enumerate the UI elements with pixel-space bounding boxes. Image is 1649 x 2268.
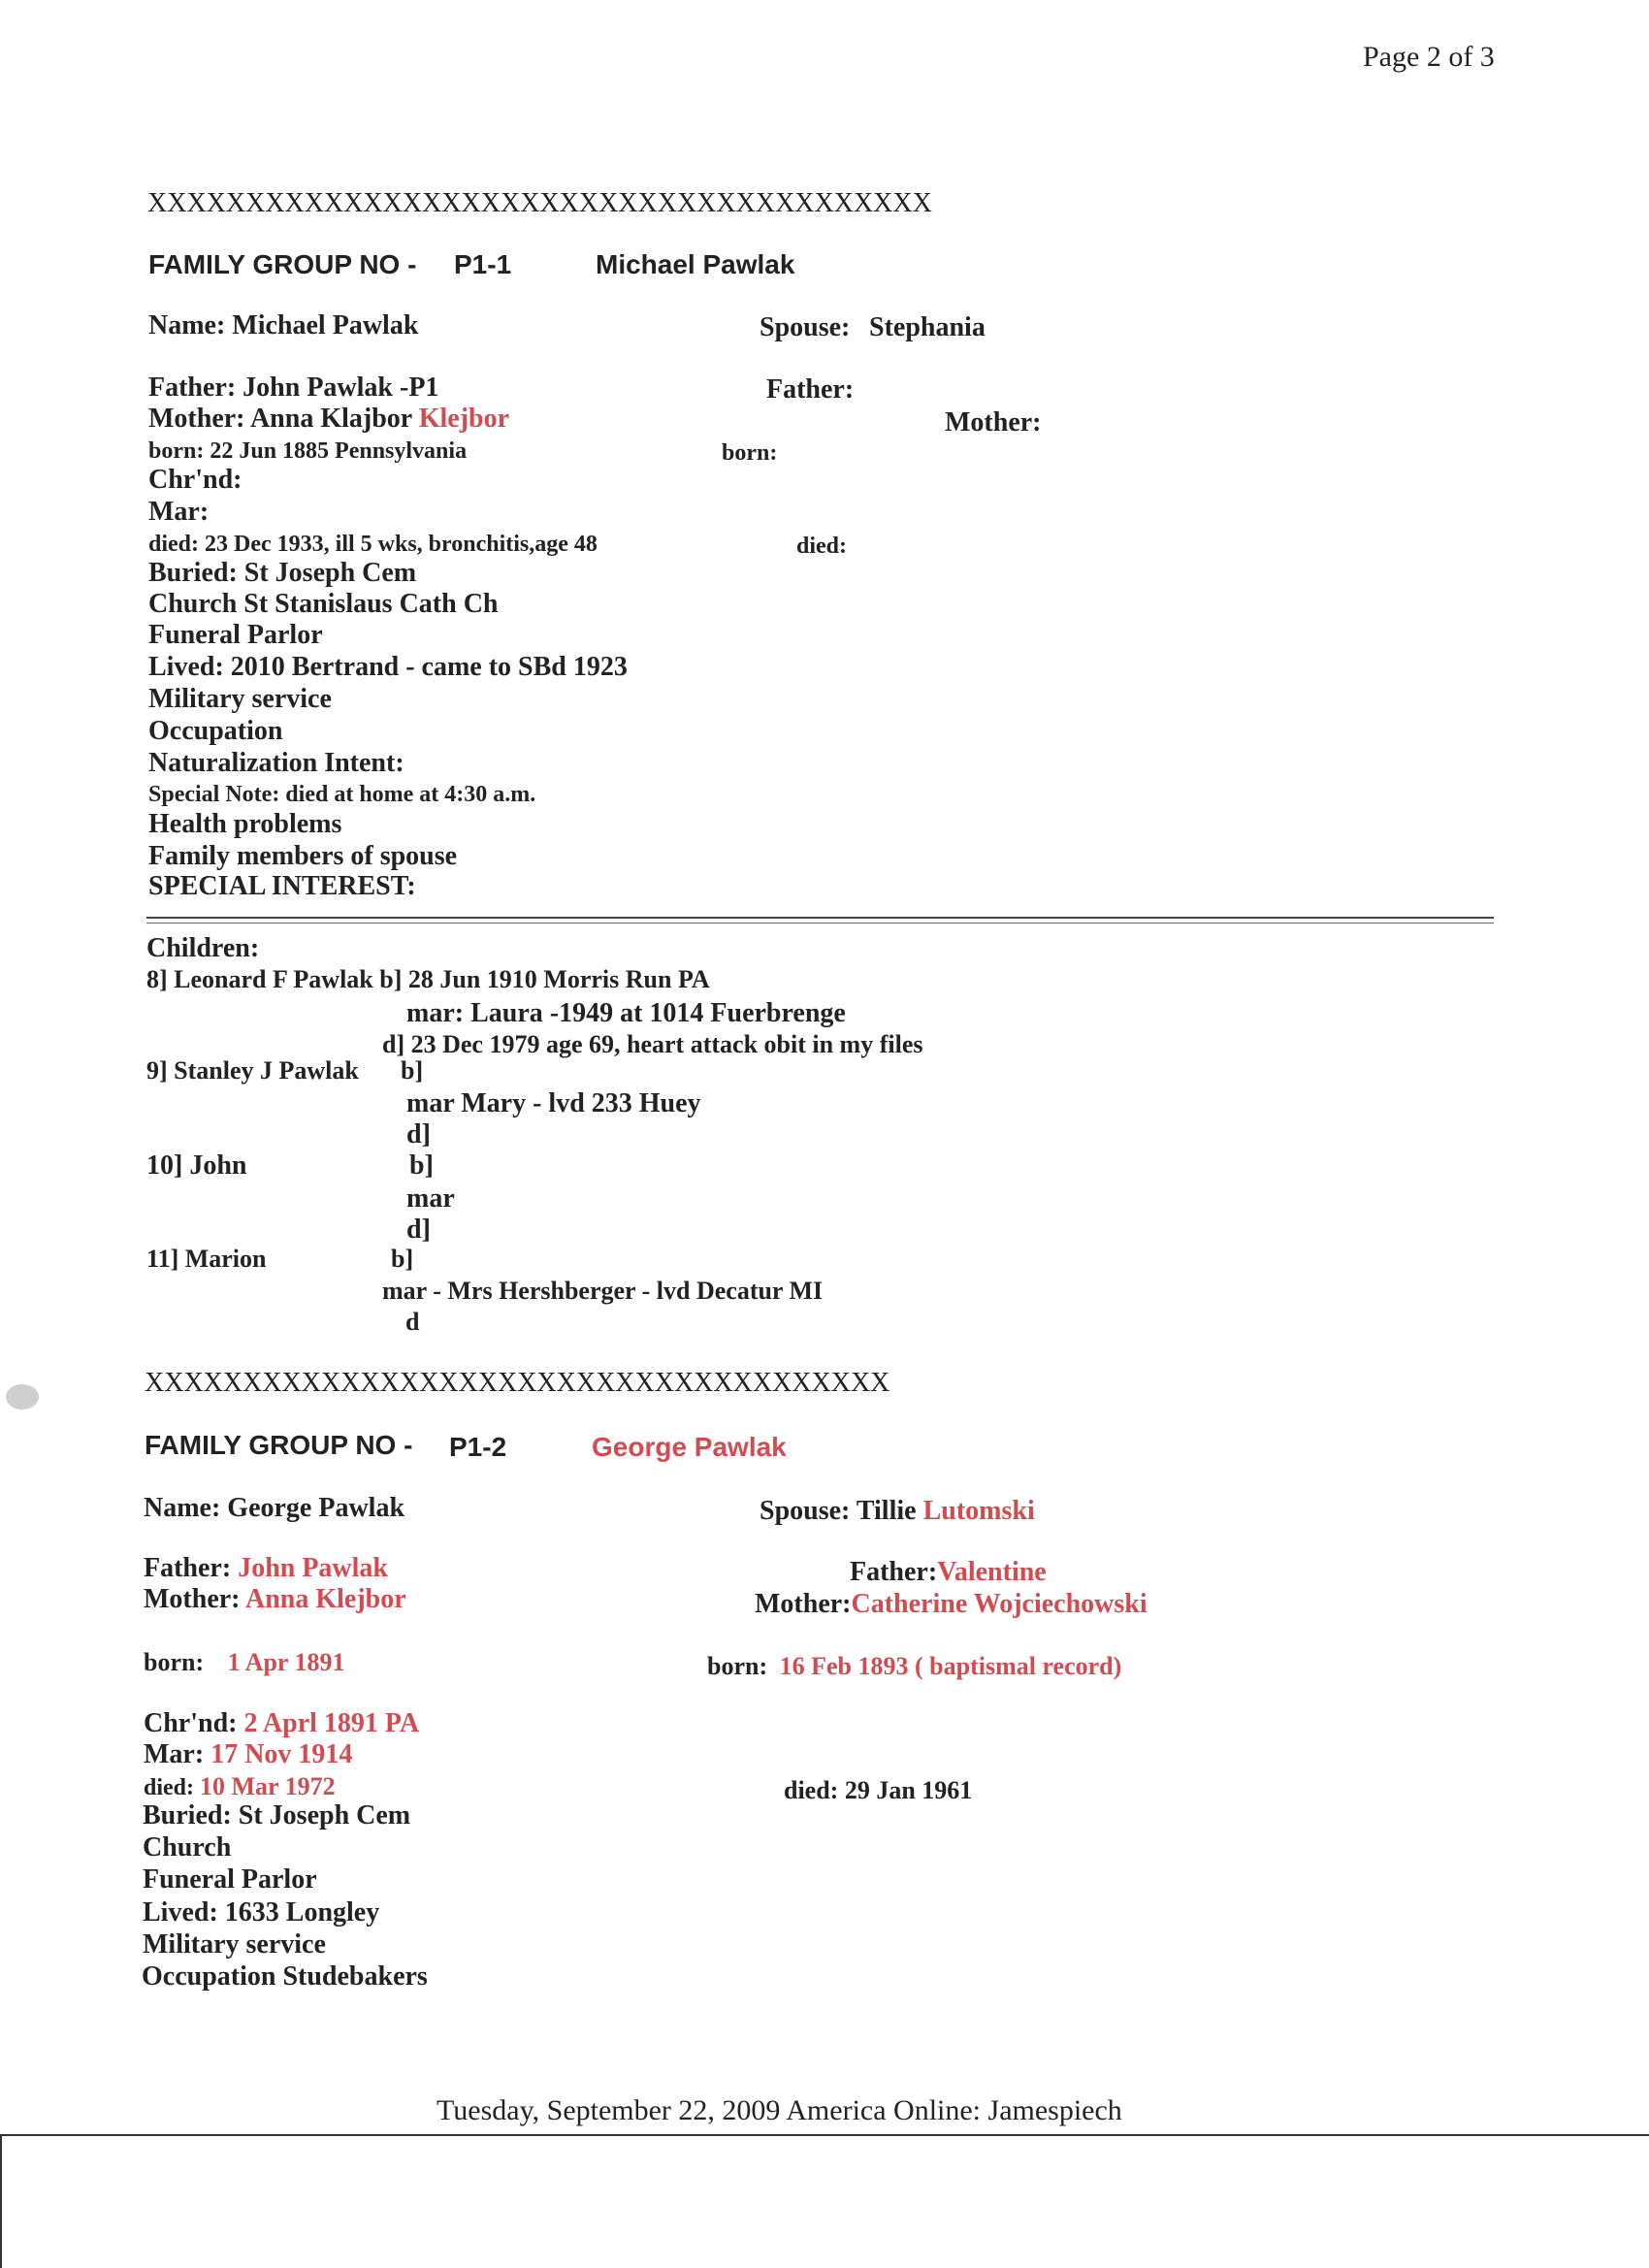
group2-lived: Lived: 1633 Longley	[143, 1897, 380, 1928]
group2-mother-label: Mother:	[144, 1584, 241, 1614]
page-bottom-edge	[0, 2134, 1649, 2136]
group2-spouse-father-label: Father:	[850, 1557, 938, 1587]
group1-spouse-label: Spouse:	[760, 312, 851, 342]
group2-military: Military service	[143, 1929, 326, 1960]
group1-heading-id: P1-1	[454, 249, 512, 279]
group2-spouse-born-value: 16 Feb 1893 ( baptismal record)	[779, 1652, 1122, 1680]
group2-chrnd	[144, 1710, 419, 1737]
group2-spouse-died: died: 29 Jan 1961	[784, 1776, 973, 1804]
group1-special-note: Special Note: died at home at 4:30 a.m.	[148, 782, 536, 807]
group1-mother-label: Mother: Anna Klajbor	[148, 404, 412, 434]
group2-born-value: 1 Apr 1891	[227, 1648, 345, 1676]
group2-father-label: Father:	[144, 1553, 232, 1583]
group2-spouse-father-value: Valentine	[937, 1557, 1047, 1587]
child-8-died: d] 23 Dec 1979 age 69, heart attack obit in my files	[382, 1030, 923, 1058]
group1-occupation: Occupation	[148, 716, 283, 746]
separator-2: XXXXXXXXXXXXXXXXXXXXXXXXXXXXXXXXXXXXXX	[145, 1368, 890, 1398]
separator-1: XXXXXXXXXXXXXXXXXXXXXXXXXXXXXXXXXXXXXXXX	[147, 188, 932, 218]
group1-mother-correction: Klejbor	[418, 404, 510, 434]
group2-chrnd-label: Chr'nd:	[144, 1708, 238, 1738]
group2-spouse-mother-label: Mother:	[755, 1589, 852, 1619]
child-11-lead: 11] Marion	[146, 1245, 267, 1273]
child-10-died: d]	[406, 1215, 431, 1245]
child-8-mar: mar: Laura -1949 at 1014 Fuerbrenge	[406, 998, 846, 1028]
group2-born-label: born:	[144, 1648, 205, 1676]
group1-church: Church St Stanislaus Cath Ch	[148, 589, 499, 619]
group2-occupation: Occupation Studebakers	[142, 1961, 428, 1992]
group2-died	[144, 1774, 336, 1799]
group2-heading-id: P1-2	[449, 1432, 507, 1462]
group2-spouse	[760, 1498, 1035, 1525]
divider-rule-top	[146, 917, 1494, 919]
child-11-mar: mar - Mrs Hershberger - lvd Decatur MI	[382, 1277, 824, 1305]
group2-heading-name: George Pawlak	[592, 1432, 787, 1462]
child-8-lead: 8] Leonard F Pawlak b] 28 Jun 1910 Morris Run PA	[146, 965, 710, 993]
group1-died: died: 23 Dec 1933, ill 5 wks, bronchitis,age 48	[148, 532, 598, 557]
group1-name: Name: Michael Pawlak	[148, 310, 419, 340]
group1-military: Military service	[148, 684, 332, 714]
group2-buried: Buried: St Joseph Cem	[143, 1800, 411, 1831]
group2-chrnd-value: 2 Aprl 1891 PA	[243, 1708, 420, 1738]
group1-spouse-name: Stephania	[869, 312, 986, 342]
group1-father: Father: John Pawlak -P1	[148, 373, 439, 403]
group2-spouse-father	[850, 1559, 1047, 1586]
group2-funeral: Funeral Parlor	[143, 1864, 317, 1895]
group2-father	[144, 1555, 388, 1582]
group1-spouse-mother: Mother:	[945, 407, 1042, 437]
group2-spouse-surname: Lutomski	[922, 1496, 1035, 1526]
child-9-lead: 9] Stanley J Pawlak	[146, 1056, 359, 1085]
group1-funeral: Funeral Parlor	[148, 620, 323, 650]
group1-chrnd: Chr'nd:	[148, 465, 242, 495]
group1-buried: Buried: St Joseph Cem	[148, 558, 417, 588]
group2-died-value: 10 Mar 1972	[200, 1772, 336, 1800]
children-label: Children:	[146, 933, 260, 963]
group1-spouse-died: died:	[796, 534, 848, 559]
child-9-born: b]	[401, 1056, 424, 1085]
group1-health: Health problems	[148, 809, 342, 839]
group2-mar	[144, 1741, 352, 1768]
footer-text: Tuesday, September 22, 2009 America Online: Jamespiech	[436, 2094, 1122, 2126]
group1-family-spouse: Family members of spouse	[148, 841, 458, 871]
group2-name: Name: George Pawlak	[144, 1493, 405, 1523]
group1-heading-name: Michael Pawlak	[596, 249, 795, 279]
child-10-born: b]	[409, 1150, 434, 1181]
group2-mother	[144, 1586, 406, 1613]
group2-spouse-label: Spouse: Tillie	[760, 1496, 917, 1526]
child-11-died: d	[405, 1308, 420, 1336]
group2-mar-value: 17 Nov 1914	[210, 1739, 353, 1769]
page-left-edge	[0, 2134, 2, 2268]
child-10-lead: 10] John	[146, 1150, 247, 1181]
group1-spouse-father: Father:	[766, 374, 855, 405]
group2-spouse-born-label: born:	[707, 1652, 768, 1680]
group2-church: Church	[143, 1832, 232, 1863]
group2-mother-value: Anna Klejbor	[244, 1584, 406, 1614]
child-10-mar: mar	[406, 1183, 455, 1214]
page-number: Page 2 of 3	[1363, 41, 1495, 73]
group2-heading-label: FAMILY GROUP NO -	[145, 1430, 413, 1460]
group1-born: born: 22 Jun 1885 Pennsylvania	[148, 438, 468, 464]
group1-special-interest: SPECIAL INTEREST:	[148, 871, 416, 901]
group2-spouse-born	[707, 1654, 1121, 1679]
scan-smudge	[6, 1384, 39, 1409]
group1-mother	[148, 405, 509, 433]
group1-lived: Lived: 2010 Bertrand - came to SBd 1923	[148, 652, 628, 682]
group2-spouse-mother-value: Catherine Wojciechowski	[851, 1589, 1148, 1619]
group2-spouse-mother	[755, 1591, 1148, 1618]
group2-died-label: died:	[144, 1775, 195, 1800]
child-9-died: d]	[406, 1119, 431, 1150]
child-9-mar: mar Mary - lvd 233 Huey	[406, 1088, 701, 1118]
group2-mar-label: Mar:	[144, 1739, 205, 1769]
group2-born	[144, 1650, 345, 1675]
group1-heading-label: FAMILY GROUP NO -	[148, 249, 417, 279]
group1-naturalization: Naturalization Intent:	[148, 748, 404, 778]
group1-mar: Mar:	[148, 497, 210, 527]
group2-father-value: John Pawlak	[238, 1553, 389, 1583]
group1-spouse-born: born:	[722, 440, 778, 466]
child-11-born: b]	[391, 1245, 414, 1273]
